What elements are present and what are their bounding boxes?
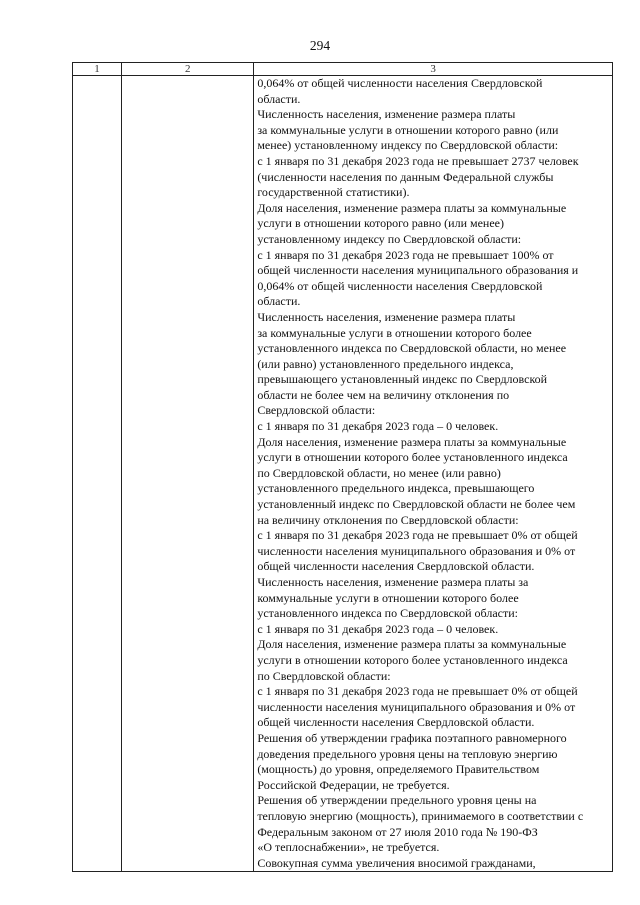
text-line: за коммунальные услуги в отношении которого равно (или <box>257 122 559 137</box>
text-line: Федеральным законом от 27 июля 2010 года № 190-ФЗ <box>257 824 538 839</box>
text-line: Российской Федерации, не требуется. <box>257 777 450 792</box>
text-line: Численность населения, изменение размера платы <box>257 107 516 122</box>
text-line: области. <box>257 294 301 309</box>
text-line: установленный индекс по Свердловской области не более чем <box>257 497 576 512</box>
text-line: установленному индексу по Свердловской области: <box>257 231 522 246</box>
text-line: Доля населения, изменение размера платы за коммунальные <box>257 200 567 215</box>
text-line: области не более чем на величину отклонения по <box>257 387 510 402</box>
text-line: Доля населения, изменение размера платы за коммунальные <box>257 637 567 652</box>
document-table <box>72 62 613 872</box>
text-line: превышающего установленный индекс по Свердловской <box>257 372 548 387</box>
text-line: Решения об утверждении графика поэтапного равномерного <box>257 730 567 745</box>
column-header-3: 3 <box>254 63 613 76</box>
text-line: общей численности населения Свердловской области. <box>257 559 535 574</box>
text-line: услуги в отношении которого равно (или менее) <box>257 216 504 231</box>
text-line: с 1 января по 31 декабря 2023 года не превышает 0% от общей <box>257 684 578 699</box>
text-line: 0,064% от общей численности населения Свердловской <box>257 278 543 293</box>
text-line: по Свердловской области: <box>257 668 391 683</box>
column-header-1: 1 <box>73 63 122 76</box>
text-line: доведения предельного уровня цены на тепловую энергию <box>257 746 558 761</box>
page-number: 294 <box>309 38 331 53</box>
text-line: установленного индекса по Свердловской области, но менее <box>257 341 567 356</box>
text-line: Численность населения, изменение размера платы за <box>257 575 529 589</box>
text-line: с 1 января по 31 декабря 2023 года – 0 человек. <box>257 419 499 434</box>
column-1-cell <box>73 76 122 872</box>
text-line: «О теплоснабжении», не требуется. <box>257 840 440 855</box>
column-header-2: 2 <box>122 63 254 76</box>
text-line: численности населения муниципального образования и 0% от <box>257 543 576 558</box>
text-line: (или равно) установленного предельного индекса, <box>257 356 514 371</box>
text-line: 0,064% от общей численности населения Свердловской <box>257 76 543 90</box>
text-line: тепловую энергию (мощность), принимаемого в соответствии с <box>257 808 584 823</box>
text-line: на величину отклонения по Свердловской области: <box>257 512 519 527</box>
text-line: коммунальные услуги в отношении которого более <box>257 590 519 605</box>
text-line: менее) установленному индексу по Свердловской области: <box>257 138 559 153</box>
text-line: услуги в отношении которого более установленного индекса <box>257 450 568 465</box>
column-3-cell <box>254 76 613 872</box>
table-row <box>73 76 613 872</box>
text-line: с 1 января по 31 декабря 2023 года – 0 человек. <box>257 621 499 636</box>
text-line: Численность населения, изменение размера платы <box>257 309 516 324</box>
column-3-text <box>257 76 610 871</box>
column-2-cell <box>122 76 254 872</box>
text-line: с 1 января по 31 декабря 2023 года не превышает 100% от <box>257 247 554 262</box>
text-line: государственной статистики). <box>257 185 410 200</box>
text-line: услуги в отношении которого более установленного индекса <box>257 652 568 667</box>
text-line: Свердловской области: <box>257 403 376 418</box>
text-line: Доля населения, изменение размера платы за коммунальные <box>257 434 567 449</box>
text-line: с 1 января по 31 декабря 2023 года не превышает 2737 человек <box>257 153 579 168</box>
text-line: Решения об утверждении предельного уровня цены на <box>257 793 537 808</box>
text-line: с 1 января по 31 декабря 2023 года не превышает 0% от общей <box>257 528 578 543</box>
text-line: области. <box>257 91 301 106</box>
table-header-row <box>73 63 613 76</box>
text-line: по Свердловской области, но менее (или равно) <box>257 465 501 480</box>
text-line: (численности населения по данным Федеральной службы <box>257 169 554 184</box>
text-line: (мощность) до уровня, определяемого Правительством <box>257 762 540 777</box>
text-line: установленного предельного индекса, превышающего <box>257 481 535 496</box>
text-line: за коммунальные услуги в отношении которого более <box>257 325 532 340</box>
text-line: установленного индекса по Свердловской области: <box>257 606 518 621</box>
text-line: численности населения муниципального образования и 0% от <box>257 699 576 714</box>
text-line: общей численности населения Свердловской области. <box>257 715 535 730</box>
text-line: Совокупная сумма увеличения вносимой гражданами, <box>257 855 536 870</box>
text-line: общей численности населения муниципального образования и <box>257 263 579 278</box>
